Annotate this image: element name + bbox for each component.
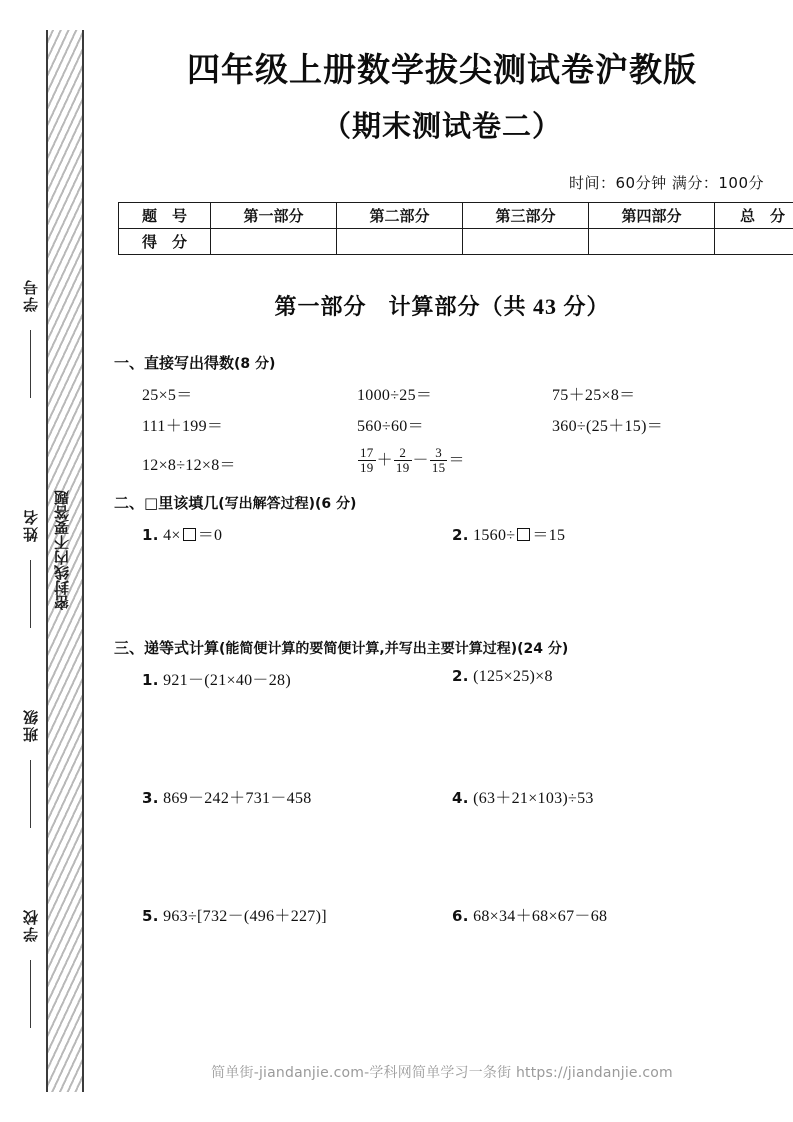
score-cell-3[interactable]	[463, 229, 589, 255]
fraction-term-1: $\frac{17}{19}$	[360, 445, 374, 476]
question-1-item-3: 75＋25×8＝	[552, 387, 636, 404]
part-heading	[104, 290, 780, 321]
question-3-item-3: 3. 869－242＋731－458	[142, 789, 312, 807]
question-2-note: (写出解答过程)	[218, 496, 315, 512]
fraction-term-2: $\frac{2}{19}$	[395, 445, 410, 476]
question-1-item-2: 1000÷25＝	[357, 387, 433, 404]
info-item-student-id	[14, 278, 48, 317]
fraction-equals: ＝	[448, 452, 465, 470]
score-table-col-2: 第二部分	[337, 203, 463, 229]
question-2-points: (6 分)	[315, 496, 357, 512]
table-row-header	[119, 203, 793, 229]
question-1-row-1	[114, 382, 780, 413]
question-3-label: 递等式计算	[144, 639, 220, 657]
question-1-item-1: 25×5＝	[142, 387, 193, 404]
answer-box[interactable]	[183, 528, 196, 541]
question-3-points: (24 分)	[517, 641, 569, 657]
question-1-item-5: 560÷60＝	[357, 418, 424, 435]
answer-box[interactable]	[517, 528, 530, 541]
part-points: （共 43 分）	[480, 294, 610, 319]
question-2-number: 二、	[114, 494, 145, 512]
question-3-item-4: 4. (63＋21×103)÷53	[452, 789, 594, 807]
info-rule-name	[30, 560, 31, 628]
question-3-row-1	[114, 667, 780, 698]
question-1-item-6: 360÷(25＋15)＝	[552, 418, 664, 435]
question-3-item-1: 1. 921－(21×40－28)	[142, 671, 291, 689]
question-group-2	[114, 492, 780, 553]
question-3-row-2	[114, 785, 780, 816]
table-row-score	[119, 229, 793, 255]
question-group-1	[114, 352, 780, 484]
question-3-note: (能简便计算的要简便计算,并写出主要计算过程)	[219, 641, 518, 657]
info-item-class	[14, 708, 48, 747]
score-table-col-1: 第一部分	[211, 203, 337, 229]
question-1-item-4: 111＋199＝	[142, 418, 224, 435]
watermark: 简单街-jiandanjie.com-学科网简单学习一条街 https://jiandanjie.com	[211, 1065, 673, 1081]
paper-content	[104, 0, 785, 1122]
student-info-column	[14, 0, 48, 1122]
info-rule-class	[30, 760, 31, 828]
question-3-number: 三、	[114, 639, 145, 657]
question-1-points: (8 分)	[234, 356, 276, 372]
score-table-row-label: 题 号	[119, 203, 211, 229]
question-2-row-1	[114, 522, 780, 553]
question-3-item-2: 2. (125×25)×8	[452, 667, 553, 685]
fraction-term-3: $\frac{3}{15}$	[431, 445, 446, 476]
question-1-number: 一、	[114, 354, 145, 372]
score-table-col-4: 第四部分	[589, 203, 715, 229]
question-1-item-7: 12×8÷12×8＝	[142, 457, 236, 474]
part-name: 计算部分	[388, 294, 481, 319]
page-subtitle: （期末测试卷二）	[321, 109, 562, 143]
info-rule-school	[30, 960, 31, 1028]
info-item-school	[14, 908, 48, 947]
score-cell-4[interactable]	[589, 229, 715, 255]
score-table-col-3: 第三部分	[463, 203, 589, 229]
question-1-row-3	[114, 444, 780, 484]
info-label-name: 姓名	[23, 508, 40, 542]
info-rule-student-id	[30, 330, 31, 398]
question-3-row-3	[114, 903, 780, 934]
score-cell-total[interactable]	[715, 229, 793, 255]
question-1-title	[114, 352, 780, 373]
seal-line-text: 密封线内不要答题	[55, 490, 71, 610]
info-label-student-id: 学号	[23, 278, 40, 312]
part-label: 第一部分	[274, 294, 367, 319]
exam-meta: 时间：60分钟 满分：100分	[569, 174, 764, 192]
score-table-score-label: 得 分	[119, 229, 211, 255]
info-item-name	[14, 508, 48, 547]
info-label-school: 学校	[23, 908, 40, 942]
fraction-op-1: ＋	[376, 452, 393, 470]
question-group-3	[114, 637, 780, 934]
score-table	[118, 202, 793, 255]
question-2-label: □里该填几	[144, 494, 219, 512]
question-2-item-2: 2. 1560÷ ＝15	[452, 526, 566, 544]
question-1-item-8-fraction	[357, 447, 465, 476]
score-table-col-total: 总 分	[715, 203, 793, 229]
question-3-title	[114, 637, 780, 658]
question-1-label: 直接写出得数	[144, 354, 235, 372]
score-cell-2[interactable]	[337, 229, 463, 255]
info-label-class: 班级	[23, 708, 40, 742]
question-2-item-1: 1. 4× ＝0	[142, 526, 223, 544]
score-cell-1[interactable]	[211, 229, 337, 255]
question-1-row-2	[114, 413, 780, 444]
question-2-title	[114, 492, 780, 513]
question-3-item-6: 6. 68×34＋68×67－68	[452, 907, 608, 925]
fraction-op-2: －	[412, 452, 429, 470]
page-title: 四年级上册数学拔尖测试卷沪教版	[187, 50, 697, 89]
question-3-item-5: 5. 963÷[732－(496＋227)]	[142, 907, 327, 925]
